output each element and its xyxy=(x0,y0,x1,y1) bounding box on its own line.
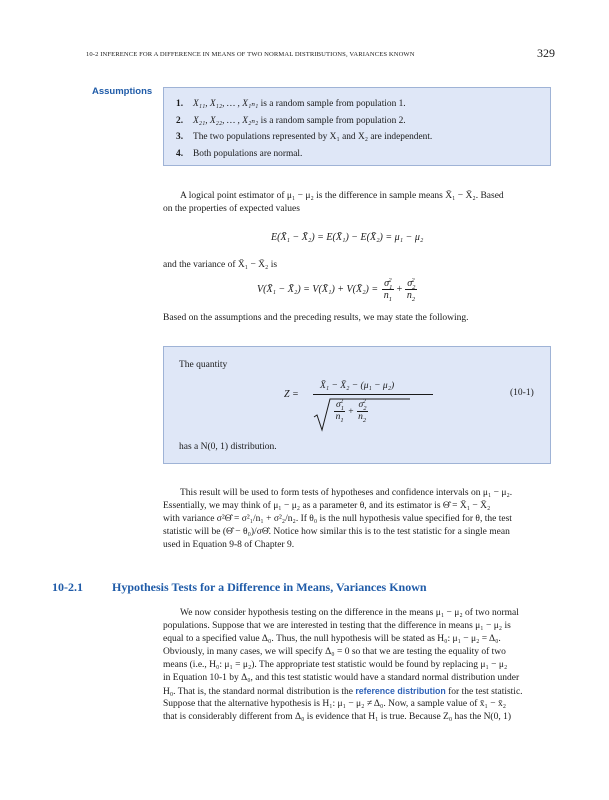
theorem-z: Z = xyxy=(284,389,299,400)
body-line: that is considerably different from Δ₀ is evidence that H₁ is true. Because Z₀ has the N(0, 1) xyxy=(163,712,512,722)
body-line: populations. Suppose that we are interested in testing that the difference in means μ₁ − μ₂ is xyxy=(163,621,511,631)
variance-equation: V(X̄₁ − X̄₂) = V(X̄₁) + V(X̄₂) = $\frac{\sigma_1^2}{n_1}$ + $\frac{\sigma_2^2}{n_2}$ xyxy=(257,276,416,303)
body-text: for the test statistic. xyxy=(445,687,523,697)
assumption-number: 4. xyxy=(176,149,184,159)
body-line xyxy=(163,686,523,697)
variance-intro: and the variance of X̄₁ − X̄₂ is xyxy=(163,260,278,270)
after-box-line: used in Equation 9-8 of Chapter 9. xyxy=(163,540,295,550)
fraction-sigma1: $\frac{\sigma_1^2}{n_1}$ xyxy=(383,276,393,303)
body-line: means (i.e., H₀: μ₁ = μ₂). The appropriate test statistic would be found by replacing μ₁ − μ₂ xyxy=(163,660,508,670)
body-line: We now consider hypothesis testing on the difference in the means μ₁ − μ₂ of two normal xyxy=(180,608,519,618)
conclusion-line: Based on the assumptions and the preceding results, we may state the following. xyxy=(163,313,469,323)
assumption-item xyxy=(176,98,406,109)
assumption-number: 2. xyxy=(176,116,184,126)
after-box-line: This result will be used to form tests of hypotheses and confidence intervals on μ₁ − μ₂. xyxy=(180,488,513,498)
theorem-distribution: has a N(0, 1) distribution. xyxy=(179,442,277,452)
body-line: Obviously, in many cases, we will specify Δ₀ = 0 so that we are testing the equality of two xyxy=(163,647,506,657)
after-box-line: Essentially, we may think of μ₁ − μ₂ as a parameter θ, and its estimator is Θ̂ = X̄₁ − X̄₂ xyxy=(163,501,491,511)
body-line: Suppose that the alternative hypothesis is H₁: μ₁ − μ₂ ≠ Δ₀. Now, a sample value of x̄₁ − x̄₂ xyxy=(163,699,507,709)
body-line: equal to a specified value Δ₀. Thus, the null hypothesis will be stated as H₀: μ₁ − μ₂ = Δ₀. xyxy=(163,634,501,644)
expectation-equation: E(X̄₁ − X̄₂) = E(X̄₁) − E(X̄₂) = μ₁ − μ₂ xyxy=(271,232,424,243)
sample-two: X₂₁, X₂₂, … , X₂ₙ₂ xyxy=(193,116,259,126)
assumption-text: is a random sample from population 1. xyxy=(258,99,406,109)
after-box-line: statistic will be (Θ̂ − θ₀)/σΘ̂. Notice how similar this is to the test statistic for a single mean xyxy=(163,527,510,537)
assumptions-box xyxy=(163,87,551,166)
body-text: H₀. That is, the standard normal distribution is the xyxy=(163,687,356,697)
body-line: in Equation 10-1 by Δ₀, and this test statistic would have a standard normal distribution under xyxy=(163,673,520,683)
assumption-text: Both populations are normal. xyxy=(193,149,303,159)
intro-line: on the properties of expected values xyxy=(163,204,300,214)
theorem-quantity: The quantity xyxy=(179,360,228,370)
reference-distribution-link[interactable]: reference distribution xyxy=(355,686,446,696)
running-head: 10-2 INFERENCE FOR A DIFFERENCE IN MEANS OF TWO NORMAL DISTRIBUTIONS, VARIANCES KNOWN xyxy=(86,51,415,58)
fraction-bar xyxy=(313,394,433,395)
assumption-item xyxy=(176,115,406,126)
assumption-item xyxy=(176,132,432,142)
assumption-number: 1. xyxy=(176,99,184,109)
fraction-sigma2: $\frac{\sigma_2^2}{n_2}$ xyxy=(406,276,416,303)
equation-number: (10-1) xyxy=(510,388,534,398)
assumptions-label: Assumptions xyxy=(92,86,153,97)
theorem-box xyxy=(163,346,551,464)
theorem-denominator: $\frac{\sigma_1^2}{n_1}$ + $\frac{\sigma_2^2}{n_2}$ xyxy=(335,397,367,424)
variance-equation-left: V(X̄₁ − X̄₂) = V(X̄₁) + V(X̄₂) = xyxy=(257,284,379,295)
page-number: 329 xyxy=(537,46,555,60)
section-number: 10-2.1 xyxy=(52,580,83,594)
after-box-line: with variance σ²Θ̂ = σ²₁/n₁ + σ²₂/n₂. If θ₀ is the null hypothesis value specified for θ, the test xyxy=(163,514,512,524)
section-heading xyxy=(52,580,427,595)
assumption-item xyxy=(176,149,302,159)
sample-one: X₁₁, X₁₂, … , X₁ₙ₁ xyxy=(193,99,259,109)
intro-line: A logical point estimator of μ₁ − μ₂ is the difference in sample means X̄₁ − X̄₂. Based xyxy=(180,191,504,201)
assumption-text: The two populations represented by X₁ and X₂ are independent. xyxy=(193,132,433,142)
assumption-text: is a random sample from population 2. xyxy=(258,116,406,126)
theorem-numerator: X̄₁ − X̄₂ − (μ₁ − μ₂) xyxy=(320,381,395,391)
section-title: Hypothesis Tests for a Difference in Means, Variances Known xyxy=(112,580,427,594)
assumption-number: 3. xyxy=(176,132,184,142)
